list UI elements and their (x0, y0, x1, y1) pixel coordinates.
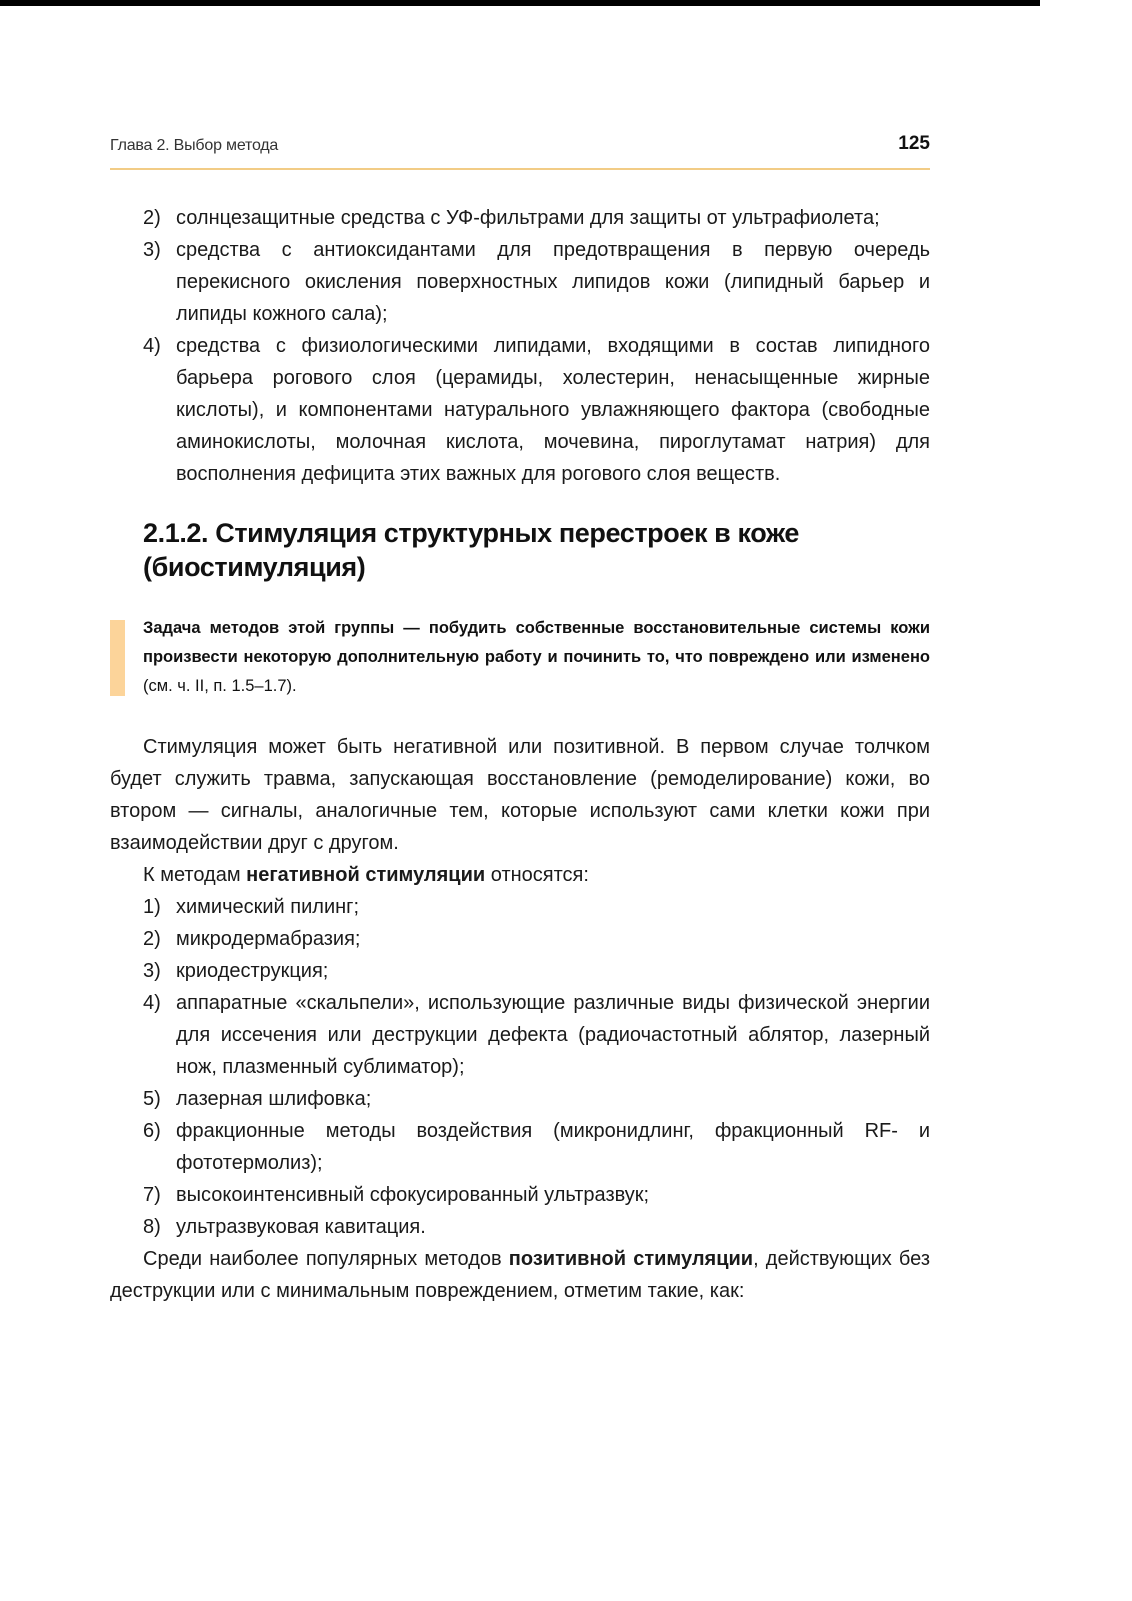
list-item-number: 1) (143, 896, 161, 918)
list-item (110, 330, 930, 490)
list-item (110, 891, 930, 923)
header-rule (110, 168, 930, 170)
list-top (110, 202, 930, 490)
list-item-number: 4) (143, 335, 161, 357)
list-item-text: высокоинтенсивный сфокусированный ультразвук; (176, 1184, 650, 1206)
chapter-title: Глава 2. Выбор метода (110, 137, 279, 154)
list-item-number: 3) (143, 239, 161, 261)
list-item-text: фракционные методы воздействия (микронидлинг, фракционный RF- и фототермолиз); (176, 1120, 930, 1174)
list-item (110, 202, 930, 234)
text-span: , действующих без деструкции или с минимальным повреждением, отметим такие, как: (110, 1248, 930, 1302)
list-item-text: химический пилинг; (176, 896, 360, 918)
callout-text (143, 614, 930, 701)
paragraph-stimulation: Стимуляция может быть негативной или позитивной. В первом случае толчком будет служить травма, запускающая восстановление (ремоделирование) кожи, во втором — сигналы, аналогичные тем, которые используют сами клетки кожи при взаимодействии друг с другом. (110, 736, 930, 854)
section-heading-line2: (биостимуляция) (143, 552, 366, 582)
page-top-edge (0, 0, 1040, 6)
bold-term: негативной стимуляции (246, 864, 486, 886)
callout-box (110, 614, 930, 701)
list-item (110, 987, 930, 1083)
list-item (110, 1179, 930, 1211)
page-content (110, 202, 930, 1307)
list-item-text: лазерная шлифовка; (176, 1088, 372, 1110)
list-item (110, 1211, 930, 1243)
list-item-number: 7) (143, 1184, 161, 1206)
list-item-number: 4) (143, 992, 161, 1014)
list-item-text: микродермабразия; (176, 928, 361, 950)
callout-reference: (см. ч. II, п. 1.5–1.7). (143, 677, 297, 695)
list-item-text: солнцезащитные средства с УФ-фильтрами для защиты от ультрафиолета; (176, 207, 880, 229)
list-item-number: 6) (143, 1120, 161, 1142)
paragraph-positive-intro (110, 1243, 930, 1307)
page-number: 125 (898, 133, 930, 154)
list-item-number: 5) (143, 1088, 161, 1110)
list-item-text: ультразвуковая кавитация. (176, 1216, 426, 1238)
text-span: Среди наиболее популярных методов (143, 1248, 509, 1270)
list-item (110, 923, 930, 955)
list-item-text: аппаратные «скальпели», использующие различные виды физической энергии для иссечения или деструкции дефекта (радиочастотный аблятор, лазерный нож, плазменный сублиматор); (176, 992, 930, 1078)
list-item-number: 2) (143, 928, 161, 950)
list-item-number: 3) (143, 960, 161, 982)
section-heading (143, 516, 930, 584)
bold-term: позитивной стимуляции (508, 1248, 754, 1270)
body-text (110, 731, 930, 1307)
list-item (110, 1115, 930, 1179)
list-item-text: средства с физиологическими липидами, входящими в состав липидного барьера рогового слоя (церамиды, холестерин, ненасыщенные жирные кислоты), и компонентами натурального увлажняющего фактора (свободные аминокислоты, молочная кислота, мочевина, пироглутамат натрия) для восполнения дефицита этих важных для рогового слоя веществ. (176, 335, 930, 485)
list-negative-stimulation (110, 891, 930, 1243)
paragraph-negative-intro (110, 859, 930, 891)
running-header (110, 133, 930, 163)
section-heading-line1: 2.1.2. Стимуляция структурных перестроек в коже (143, 518, 799, 548)
list-item-number: 2) (143, 207, 161, 229)
list-item (110, 955, 930, 987)
list-item-number: 8) (143, 1216, 161, 1238)
list-item-text: криодеструкция; (176, 960, 329, 982)
callout-bold-text: Задача методов этой группы — побудить собственные восстановительные системы кожи произвести некоторую дополнительную работу и починить то, что повреждено или изменено (143, 619, 930, 666)
text-span: относятся: (485, 864, 589, 886)
text-span: К методам (143, 864, 247, 886)
list-item-text: средства с антиоксидантами для предотвращения в первую очередь перекисного окисления поверхностных липидов кожи (липидный барьер и липиды кожного сала); (176, 239, 930, 325)
callout-accent-bar (110, 620, 125, 696)
list-item (110, 234, 930, 330)
list-item (110, 1083, 930, 1115)
